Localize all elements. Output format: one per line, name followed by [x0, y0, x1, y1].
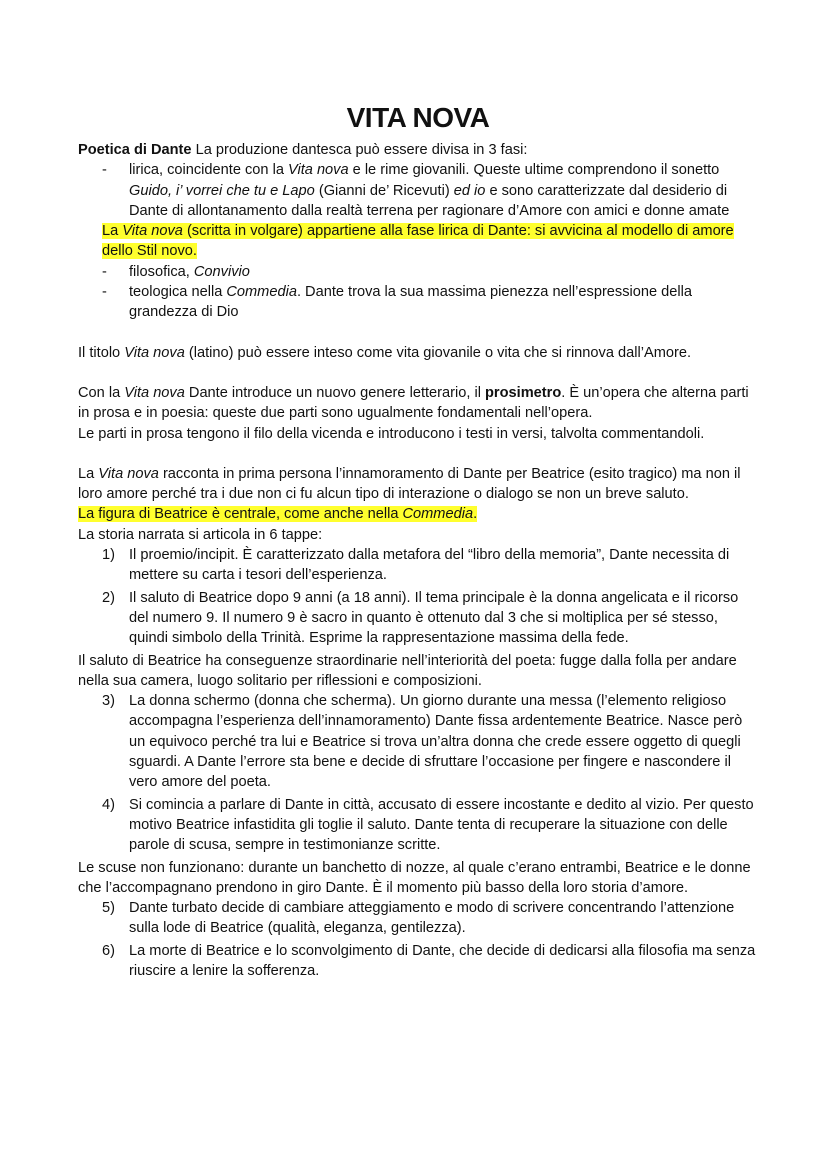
- scuse-paragraph: Le scuse non funzionano: durante un banchetto di nozze, al quale c’erano entrambi, Beatrice e le donne che l’accompagnano prendono in giro Dante. È il momento più basso della loro storia d’amore.: [78, 859, 751, 896]
- phases-list-2: [78, 262, 758, 323]
- step-text: Dante turbato decide di cambiare atteggiamento e modo di scrivere concentrando l’attenzione sulla lode di Beatrice (qualità, eleganza, gentilezza).: [129, 900, 735, 937]
- steps-list-1: [78, 545, 758, 648]
- step-number: 3): [102, 693, 115, 710]
- page-title: VITA NOVA: [346, 102, 490, 133]
- intro-heading: Poetica di Dante: [78, 142, 192, 158]
- title-paragraph: Il titolo Vita nova (latino) può essere inteso come vita giovanile o vita che si rinnova dall’Amore.: [78, 344, 691, 361]
- step-item: [102, 545, 758, 586]
- phase-filosofica: - filosofica, Convivio: [102, 262, 758, 282]
- story-paragraph: La Vita nova racconta in prima persona l’innamoramento di Dante per Beatrice (esito tragico) ma non il loro amore perché tra i due non ci fu alcun tipo di interazione o dialogo se non un breve saluto.: [78, 465, 741, 503]
- phase-teologica: - teologica nella Commedia. Dante trova la sua massima pienezza nell’espressione della grandezza di Dio: [102, 282, 758, 323]
- steps-list-2: [78, 691, 758, 855]
- step-item: [102, 691, 758, 792]
- prosa-paragraph: Le parti in prosa tengono il filo della vicenda e introducono i testi in versi, talvolta commentandoli.: [78, 425, 705, 442]
- step-item: [102, 941, 758, 982]
- step-text: Il saluto di Beatrice dopo 9 anni (a 18 anni). Il tema principale è la donna angelicata e il ricorso del numero 9. Il numero 9 è sacro in quanto è ottenuto dal 3 che si moltiplica per sé stesso, quindi simbolo della Trinità. Esprime la rappresentazione massima della fede.: [129, 589, 739, 647]
- step-text: Il proemio/incipit. È caratterizzato dalla metafora del “libro della memoria”, Dante necessita di mettere su carta i tesori dell’esperienza.: [129, 547, 730, 584]
- intro-paragraph: Poetica di Dante La produzione dantesca può essere divisa in 3 fasi:: [78, 142, 528, 158]
- step-text: Si comincia a parlare di Dante in città, accusato di essere incostante e dedito al vizio. Per questo motivo Beatrice infastidita gli toglie il saluto. Dante tenta di recuperare la situazione con delle parole di scusa, sempre in testimonianze scritte.: [129, 796, 754, 854]
- steps-list-3: [78, 898, 758, 981]
- step-number: 5): [102, 900, 115, 917]
- step-number: 1): [102, 547, 115, 564]
- phases-list: [78, 160, 758, 221]
- step-number: 2): [102, 589, 115, 606]
- step-item: [102, 898, 758, 939]
- phase-lirica: - lirica, coincidente con la Vita nova e le rime giovanili. Queste ultime comprendono il sonetto Guido, i’ vorrei che tu e Lapo (Gianni de’ Ricevuti) ed io e sono caratterizzate dal desiderio di Dante di allontanamento dalla realtà terrena per ragionare d’Amore con amici e donne amate: [102, 160, 758, 221]
- step-item: [102, 795, 758, 856]
- step-item: [102, 588, 758, 649]
- saluto-paragraph: Il saluto di Beatrice ha conseguenze straordinarie nell’interiorità del poeta: fugge dalla folla per andare nella sua camera, luogo solitario per riflessioni e composizioni.: [78, 652, 737, 689]
- prosimetro-paragraph: Con la Vita nova Dante introduce un nuovo genere letterario, il prosimetro. È un’opera che alterna parti in prosa e in poesia: queste due parti sono ugualmente fondamentali nell’opera.: [78, 384, 749, 422]
- highlight-lirica: La Vita nova (scritta in volgare) appartiene alla fase lirica di Dante: si avvicina al modello di amore dello Stil novo.: [102, 223, 734, 260]
- step-number: 6): [102, 942, 115, 959]
- step-text: La morte di Beatrice e lo sconvolgimento di Dante, che decide di dedicarsi alla filosofia ma senza riuscire a lenire la sofferenza.: [129, 942, 756, 979]
- steps-intro: La storia narrata si articola in 6 tappe:: [78, 526, 323, 543]
- step-number: 4): [102, 796, 115, 813]
- beatrice-highlight: La figura di Beatrice è centrale, come anche nella Commedia.: [78, 506, 478, 523]
- step-text: La donna schermo (donna che scherma). Un giorno durante una messa (l’elemento religioso accompagna l’esperienza dell’innamoramento) Dante fissa ardentemente Beatrice. Nasce però un equivoco perché tra lui e Beatrice si trova un’altra donna che crede essere oggetto di quegli sguardi. A Dante l’errore sta bene e decide di sfruttare l’occasione per fingere e nascondere il vero amore del poeta.: [129, 693, 743, 791]
- document-page: [78, 102, 758, 983]
